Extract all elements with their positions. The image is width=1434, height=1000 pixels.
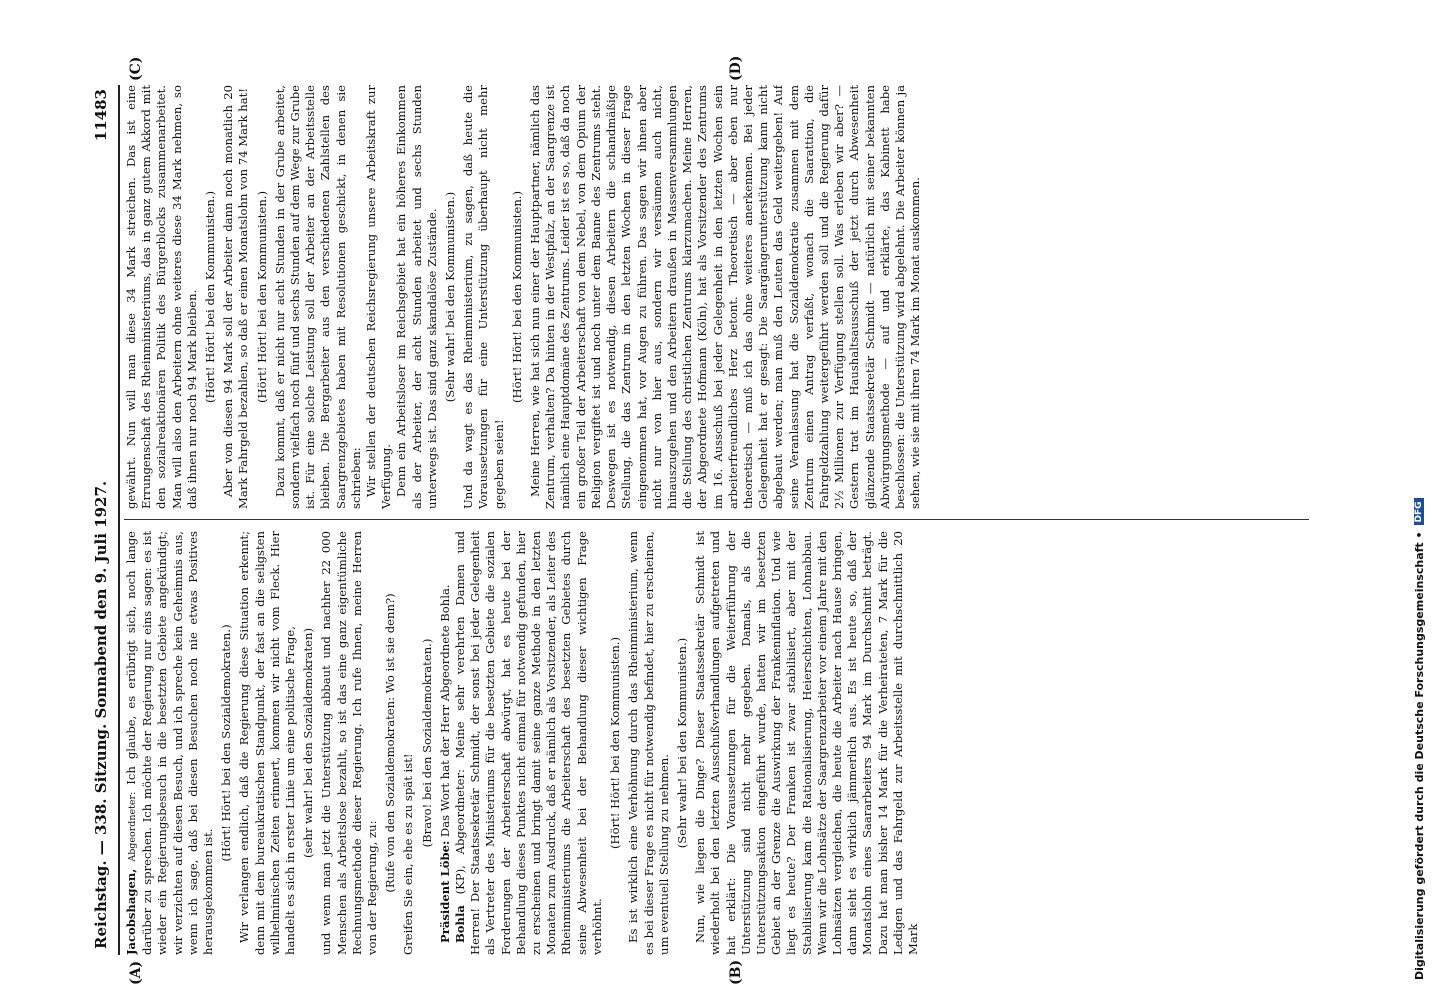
column-divider: [124, 519, 1309, 520]
dfg-logo: DFG: [1414, 498, 1424, 525]
margin-marker-b: (B): [728, 959, 744, 985]
interjection: (Sehr wahr! bei den Kommunisten.): [443, 191, 458, 403]
paragraph: und wenn man jetzt die Unterstützung abbaut und nachher 22 000 Menschen als Arbeitslose bezahlt, so ist das eine ganz eigentümliche Rechnungsmethode dieser Regierung. Ich rufe Ihnen, meine Herren von der Regierung, zu:: [319, 531, 380, 955]
margin-marker-a: (A): [128, 960, 144, 985]
speaker-name: Präsident Löbe:: [437, 840, 452, 943]
paragraph: [438, 531, 453, 955]
paragraph: Nun, wie liegen die Dinge? Dieser Staatssekretär Schmidt ist wiederholt bei den letzten Ausschußverhandlungen aufgetreten und hat erklärt: Die Voraussetzungen für die Weiterführung der Unterstützung sind nicht mehr gegeben. Damals, als die Unterstützungsaktion eingeführt wurde, hatten wir im besetzten Gebiet an der Grenze die Auswirkung der Frankeninflation. Und wie liegt es heute? Der Franken ist zwar stabilisiert, aber mit der Stabilisierung kam die Rationalisierung, Heierschichten, Lohnabbau. Wenn wir die Lohnsätze der Saargrenzarbeiter vor einem Jahre mit den Lohnsätzen vergleichen, die heute die Arbeiter nach Hause bringen, dann sieht es wirklich jämmerlich aus. Es ist heute so, daß der Monatslohn eines Saararbeiters 94 Mark im Durchschnitt beträgt. Dazu hat man bisher 14 Mark für die Verheirateten, 7 Mark für die Ledigen und das Fahrgeld zur Arbeitsstelle mit durchschnittlich 20 Mark: [693, 531, 920, 955]
rotated-page: [88, 55, 1313, 985]
paragraph: Meine Herren, wie hat sich nun einer der Hauptpartner, nämlich das Zentrum, verhalten? Da hinten in der Westpfalz, an der Saargrenze ist nämlich eine Hauptdomäne des Zentrums. Leider ist es so, daß da noch ein großer Teil der Arbeiterschaft von dem Nebel, von dem Opium der Religion vergiftet ist und noch unter dem Banne des Zentrums steht. Deswegen ist es notwendig, diesen Arbeitern die schandmäßige Stellung, die das Zentrum in den letzten Wochen in dieser Frage eingenommen hat, vor Augen zu führen. Das sagen wir ihnen aber nicht nur von hier aus, sondern wir versäumen auch nicht, hinauszugehen und den Arbeitern draußen in Massenversammlungen die Stellung des christlichen Zentrums klarzumachen. Meine Herren, der Abgeordnete Hofmann (Köln), hat als Vorsitzender des Zentrums im 16. Ausschuß bei jeder Gelegenheit in den letzten Wochen sein arbeiterfreundliches Herz betont. Theoretisch — aber eben nur theoretisch — muß ich das ohne weiteres anerkennen. Bei jeder Gelegenheit hat er gesagt: Die Saargängerunterstützung kann nicht abgebaut werden; man muß den Leuten das Geld weitergeben! Auf seine Veranlassung hat die Sozialdemokratie zusammen mit dem Zentrum einen Antrag verfaßt, wonach die Saarattion, die Fahrgeldzahlung weitergeführt werden soll und die Regierung dafür 2½ Millionen zur Verfügung stellen soll. Was erleben wir aber? — Gestern trat im Haushaltsausschuß der jetzt durch Abwesenheit glänzende Staatssekretär Schmidt — natürlich mit seiner bekannten Abwürgungsmethode — auf und erklärte, das Kabinett habe beschlossen: die Unterstützung wird abgelehnt. Die Arbeiter können ja sehen, wie sie mit ihren 74 Mark im Monat auskommen.: [528, 85, 923, 509]
quote: Wir stellen der deutschen Reichsregierung unsere Arbeitskraft zur Verfügung.: [364, 85, 394, 509]
digitization-credit: [1398, 20, 1432, 980]
paragraph: [453, 531, 605, 955]
running-head: Reichstag. — 338. Sitzung. Sonnabend den 9. Juli 1927.: [92, 480, 110, 949]
paragraph: gewährt. Nun will man diese 34 Mark streichen. Das ist eine Errungenschaft des Rheinministeriums, das in ganz gutem Akkord mit den sozialreaktionären Politik des Bürgerblocks zusammenarbeitet. Man will also den Arbeitern ohne weiteres diese 34 Mark nehmen, so daß ihnen nur noch 94 Mark bleiben.: [124, 85, 199, 509]
right-column: [124, 85, 1309, 509]
margin-marker-c: (C): [128, 56, 144, 81]
speaker-role: Abgeordneter:: [127, 791, 138, 862]
interjection: (Hört! Hört! bei den Sozialdemokraten.): [219, 624, 234, 862]
interjection: (sehr wahr! bei den Sozialdemokraten): [301, 628, 316, 858]
page-number: 11483: [92, 89, 110, 142]
interjection: (Hört! Hört! bei den Kommunisten.): [203, 191, 218, 404]
interjection: (Bravo! bei den Sozialdemokraten.): [419, 638, 434, 848]
interjection: (Hört! Hört! bei den Kommunisten.): [509, 191, 524, 404]
interjection: (Rufe von den Sozialdemokraten: Wo ist sie denn?): [383, 593, 398, 893]
paragraph: Greifen Sie ein, ehe es zu spät ist!: [401, 753, 416, 955]
paragraph: Dazu kommt, daß er nicht nur acht Stunden in der Grube arbeitet, sondern vielfach noch fünf und sechs Stunden auf dem Wege zur Grube ist. Für eine solche Leistung soll der Arbeiter an der Arbeitsstelle bleiben. Die Bergarbeiter aus den verschiedenen Zahlstellen des Saargrenzgebietes haben mit Resolutionen geschickt, in denen sie schrieben:: [272, 85, 363, 509]
page-header: [88, 85, 118, 955]
speech-text: Ich glaube, es erübrigt sich, noch lange darüber zu sprechen. Ich möchte der Regierung nur eins sagen: es ist wieder ein Regierungsbesuch in die besetzten Gebiete angekündigt; wir verzichten auf diesen Besuch, und ich spreche kein Geheimnis aus, wenn ich sage, daß bei diesen Besuchen noch nie etwas Positives herausgekommen ist.: [124, 531, 216, 955]
speech-text: Das Wort hat der Herr Abgeordnete Bohla.: [437, 584, 452, 838]
interjection: (Hört! Hört! bei den Kommunisten.): [608, 637, 623, 850]
header-rule: [118, 85, 120, 955]
paragraph: [124, 531, 216, 955]
credit-text: Digitalisierung gefördert durch die Deutsche Forschungsgemeinschaft •: [1412, 531, 1426, 980]
interjection: (Hört! Hört! bei den Kommunisten.): [254, 191, 269, 404]
left-column: [124, 531, 1309, 955]
paragraph: Wir verlangen endlich, daß die Regierung diese Situation erkennt; denn mit dem bureaukratischen Standpunkt, der fast an die seligsten wilhelminischen Zeiten erinnert, kommen wir nicht vom Fleck. Hier handelt es sich in erster Linie um eine politische Frage,: [237, 531, 298, 955]
margin-marker-d: (D): [728, 55, 744, 81]
credit-line: [1404, 20, 1434, 980]
paragraph: Aber von diesen 94 Mark soll der Arbeiter dann noch monatlich 20 Mark Fahrgeld bezahlen, so daß er einen Monatslohn von 74 Mark hat!: [221, 85, 251, 509]
paragraph: Und da wagt es das Rheinministerium, zu sagen, daß heute die Voraussetzungen für eine Unterstützung überhaupt nicht mehr gegeben seien!: [461, 85, 506, 509]
speaker-name: Bohla: [453, 905, 468, 943]
speech-text: (KP), Abgeordneter: Meine sehr verehrten Damen und Herren! Der Staatssekretär Schmidt, der sonst bei jeder Gelegenheit als Vertreter des Ministeriums für die besetzten Gebiete die sozialen Forderungen der Arbeiterschaft abwürgt, hat es heute bei der Behandlung dieses Punktes nicht einmal für notwendig gefunden, hier zu erscheinen und bringt damit seine ganze Methode in den letzten Monaten zum Ausdruck, daß er nämlich als Vorsitzender, als Leiter des Rheinministeriums die Arbeiterschaft des besetzten Gebietes durch seine Abwesenheit bei der Behandlung dieser wichtigen Frage verhöhnt.: [453, 531, 604, 955]
quote: Denn ein Arbeitsloser im Reichsgebiet hat ein höheres Einkommen als der Arbeiter, der acht Stunden arbeitet und sechs Stunden unterwegs ist. Das sind ganz skandalöse Zustände.: [394, 85, 439, 509]
speaker-name: Jacobshagen,: [124, 868, 138, 955]
paragraph: Es ist wirklich eine Verhöhnung durch das Rheinministerium, wenn es bei dieser Frage es nicht für notwendig befindet, hier zu erscheinen, um eventuell Stellung zu nehmen.: [626, 531, 671, 955]
interjection: (Sehr wahr! bei den Kommunisten.): [674, 637, 689, 849]
